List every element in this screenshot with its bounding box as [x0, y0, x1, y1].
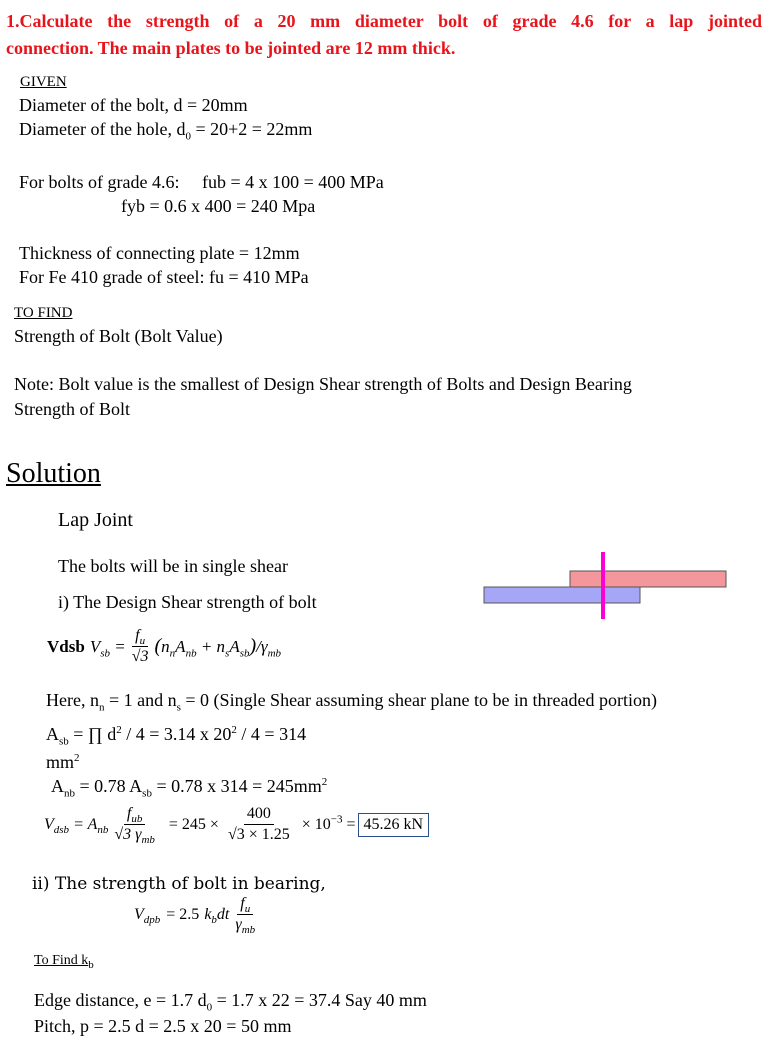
edge-distance: Edge distance, e = 1.7 $d_0 = 1.7$ x 22 = 37.4 Say 40 mm	[34, 990, 427, 1014]
anb-calc: $A_{nb} = 0.78$ $A_{sb} = 0.78$ x $314 = 245mm^2$	[51, 776, 328, 800]
lap-joint-label: Lap Joint	[58, 509, 133, 531]
problem-statement	[6, 8, 762, 62]
step1-heading: i) The Design Shear strength of bolt	[58, 592, 317, 612]
given-hole-diameter: Diameter of the hole, $d_0 = 20+2 = 22mm$	[19, 119, 313, 143]
to-find-heading: TO FIND	[14, 305, 73, 321]
pitch: Pitch, p = 2.5 d = 2.5 x 20 = 50 mm	[34, 1016, 292, 1036]
vdsb-formula: Vdsb $V_{sb}$ = $\frac{f_u}{√3}$ ( $n_nA_{nb} + n_sA_{sb}$ ) $/\gamma_{mb}$	[47, 627, 282, 665]
top-plate	[570, 571, 726, 587]
calc-exponent: × 10	[301, 815, 331, 833]
calc-245: = 245 ×	[168, 815, 219, 833]
given-bolt-diameter: Diameter of the bolt, d = 20mm	[19, 95, 248, 115]
problem-title-line1: 1.Calculate the strength of a 20 mm diameter bolt of grade 4.6 for a lap jointed	[6, 11, 762, 31]
problem-title-line2: connection. The main plates to be jointed are 12 mm thick.	[6, 38, 456, 58]
given-plate-thickness: Thickness of connecting plate = 12mm	[19, 243, 300, 263]
nn-ns-values: Here, $n_n = 1$ and $n_s = 0$ (Single Shear assuming shear plane to be in threaded portion)	[46, 690, 657, 714]
given-fu: For Fe 410 grade of steel: fu = 410 MPa	[19, 267, 309, 287]
to-find-kb: To Find $k_b$	[34, 953, 94, 971]
solution-heading: Solution	[6, 458, 101, 489]
vdsb-result: 45.26 kN	[358, 813, 430, 837]
vdsb-label: Vdsb	[47, 636, 85, 656]
bottom-plate	[484, 587, 640, 603]
vdsb-calculation: $V_{dsb} = A_{nb}$ $\frac{f_{ub}}{√3 \gamma_{mb}}$ = 245 × $\frac{400}{√3 \times 1.25}$ × $10^{-3}$ = 45.26 kN	[44, 804, 429, 845]
given-fub: For bolts of grade 4.6: fub = 4 x 100 = 400 MPa	[19, 172, 384, 192]
calc-numerator: 400	[244, 804, 274, 825]
given-heading: GIVEN	[20, 74, 67, 90]
single-shear-text: The bolts will be in single shear	[58, 556, 288, 576]
vdpb-formula: $V_{dpb}$ = 2.5 $k_bdt$ $\frac{f_u}{\gamma_{mb}}$	[134, 895, 256, 937]
bolt-shank	[601, 552, 605, 619]
asb-calc: $A_{sb}$ = ∏ $d^2 / 4 = 3.14$ x $20^2 / 4 = 314$	[46, 724, 307, 748]
lap-joint-diagram	[480, 548, 730, 623]
to-find-text: Strength of Bolt (Bolt Value)	[14, 326, 223, 346]
note-line1: Note: Bolt value is the smallest of Design Shear strength of Bolts and Design Bearing	[14, 374, 632, 394]
calc-denominator: √3 × 1.25	[227, 826, 290, 843]
step2-heading: ii) The strength of bolt in bearing,	[32, 874, 326, 894]
given-fyb: fyb = 0.6 x 400 = 240 Mpa	[121, 196, 316, 216]
note-line2: Strength of Bolt	[14, 399, 130, 419]
asb-unit: $mm^2$	[46, 752, 80, 772]
